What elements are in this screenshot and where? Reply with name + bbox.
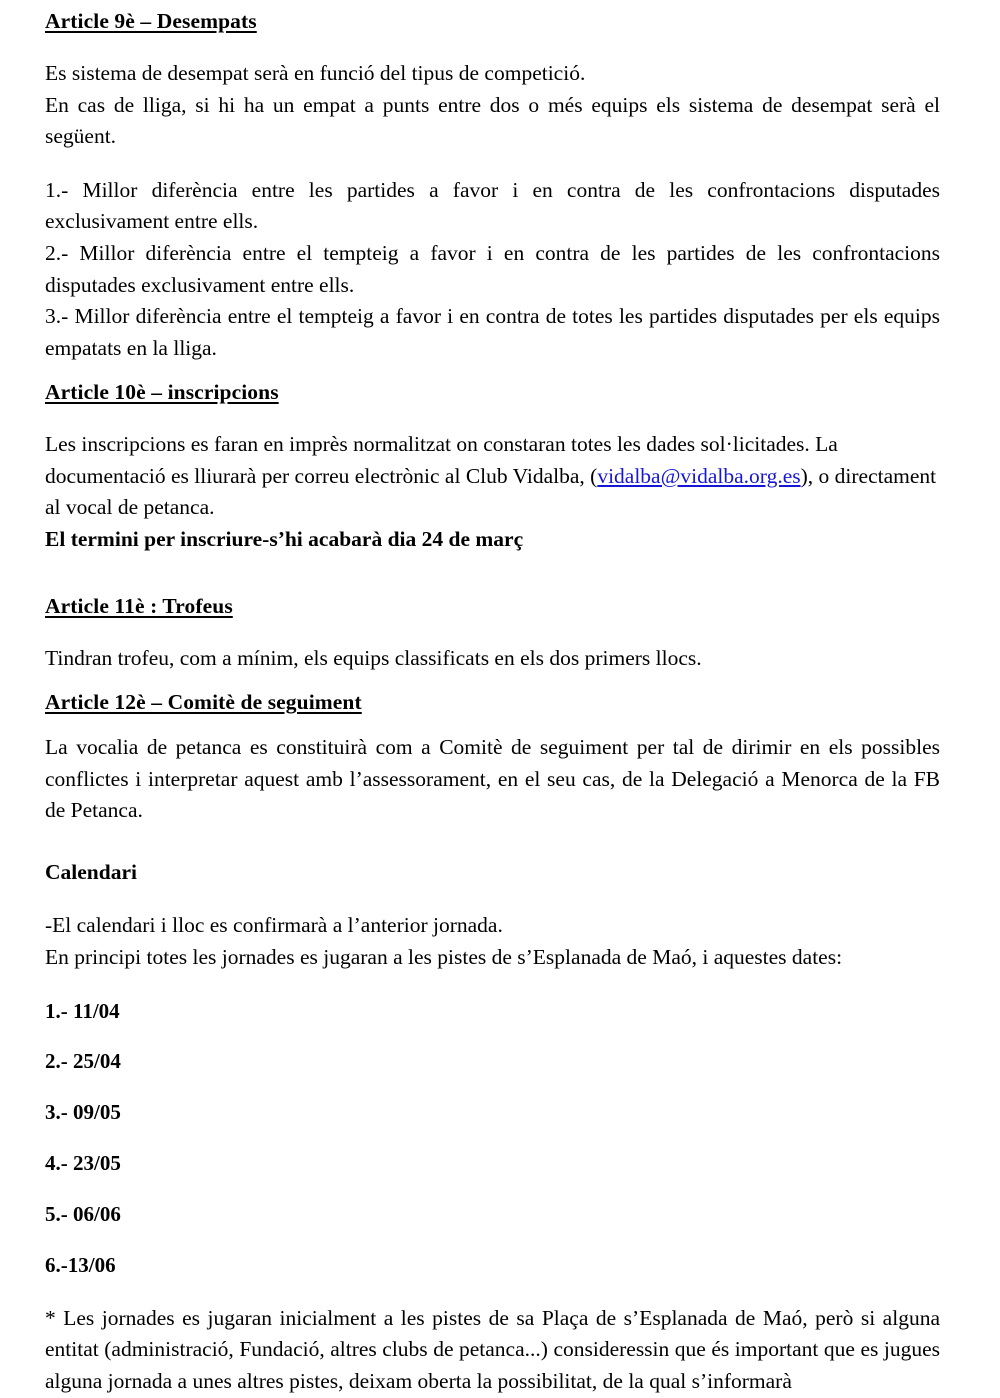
spacer: [45, 1128, 940, 1148]
calendar-date-item: 6.-13/06: [45, 1252, 116, 1277]
spacer: [45, 556, 940, 593]
article-9-tiebreak-item-1: 1.- Millor diferència entre les partides a favor i en contra de les confrontacions disputades exclusivament entre ells.: [45, 177, 940, 234]
article-9-intro-line-1: Es sistema de desempat serà en funció del tipus de competició.: [45, 60, 586, 85]
spacer: [45, 1026, 940, 1046]
article-11-heading: Article 11è : Trofeus: [45, 593, 233, 618]
calendar-date-item: 3.- 09/05: [45, 1100, 121, 1125]
article-10-heading: Article 10è – inscripcions: [45, 380, 279, 405]
article-10-paragraph: [45, 429, 940, 524]
article-9-intro-line-2: En cas de lliga, si hi ha un empat a punts entre dos o més equips els sistema de desempat serà el següent.: [45, 92, 940, 149]
spacer: [45, 674, 940, 689]
article-11-paragraph: Tindran trofeu, com a mínim, els equips classificats en els dos primers llocs.: [45, 645, 702, 670]
calendar-heading: Calendari: [45, 859, 137, 884]
article-12-paragraph: La vocalia de petanca es constituirà com a Comitè de seguiment per tal de dirimir en els possibles conflictes i interpretar aquest amb l’assessorament, en el seu cas, de la Delegació a Menorca de la FB de Petanca.: [45, 735, 940, 823]
article-9-tiebreak-item-2: 2.- Millor diferència entre el tempteig a favor i en contra de les partides de les confrontacions disputades exclusivament entre ells.: [45, 240, 940, 297]
spacer: [45, 1077, 940, 1097]
article-9-heading: Article 9è – Desempats: [45, 9, 257, 33]
spacer: [45, 621, 940, 643]
article-12-heading: Article 12è – Comitè de seguiment: [45, 690, 362, 715]
calendar-date-item: 4.- 23/05: [45, 1151, 121, 1176]
calendar-date-item: 1.- 11/04: [45, 998, 120, 1023]
spacer: [45, 1179, 940, 1199]
calendar-footnote: * Les jornades es jugaran inicialment a les pistes de sa Plaça de s’Esplanada de Maó, però si alguna entitat (administració, Fundació, altres clubs de petanca...) consideressin que és important que es jugues alguna jornada a unes altres pistes, deixam oberta la possibilitat, de la qual s’informarà: [45, 1305, 940, 1393]
spacer: [45, 153, 940, 175]
calendar-note-line-1: -El calendari i lloc es confirmarà a l’anterior jornada.: [45, 913, 503, 938]
spacer: [45, 1230, 940, 1250]
calendar-date-list: [45, 996, 940, 1281]
article-9-tiebreak-item-3: 3.- Millor diferència entre el tempteig a favor i en contra de totes les partides disputades per els equips empatats en la lliga.: [45, 304, 940, 360]
spacer: [45, 407, 940, 429]
spacer: [45, 888, 940, 910]
inscription-deadline: El termini per inscriure-s’hi acabarà dia 24 de març: [45, 527, 524, 551]
spacer: [45, 974, 940, 996]
calendar-date-item: 5.- 06/06: [45, 1202, 121, 1227]
article-10-text-after-link: ), o directament al vocal de petanca.: [45, 463, 937, 520]
article-10-text-before-link: Les inscripcions es faran en imprès normalitzat on constaran totes les dades sol·licitades. La documentació es lliurarà per correu electrònic al Club Vidalba, (: [45, 432, 838, 488]
spacer: [45, 36, 940, 58]
spacer: [45, 717, 940, 732]
calendar-note-line-2: En principi totes les jornades es jugaran a les pistes de s’Esplanada de Maó, i aquestes dates:: [45, 945, 843, 970]
spacer: [45, 827, 940, 857]
spacer: [45, 1281, 940, 1303]
spacer: [45, 364, 940, 379]
email-link[interactable]: vidalba@vidalba.org.es: [597, 463, 801, 488]
calendar-date-item: 2.- 25/04: [45, 1049, 121, 1074]
